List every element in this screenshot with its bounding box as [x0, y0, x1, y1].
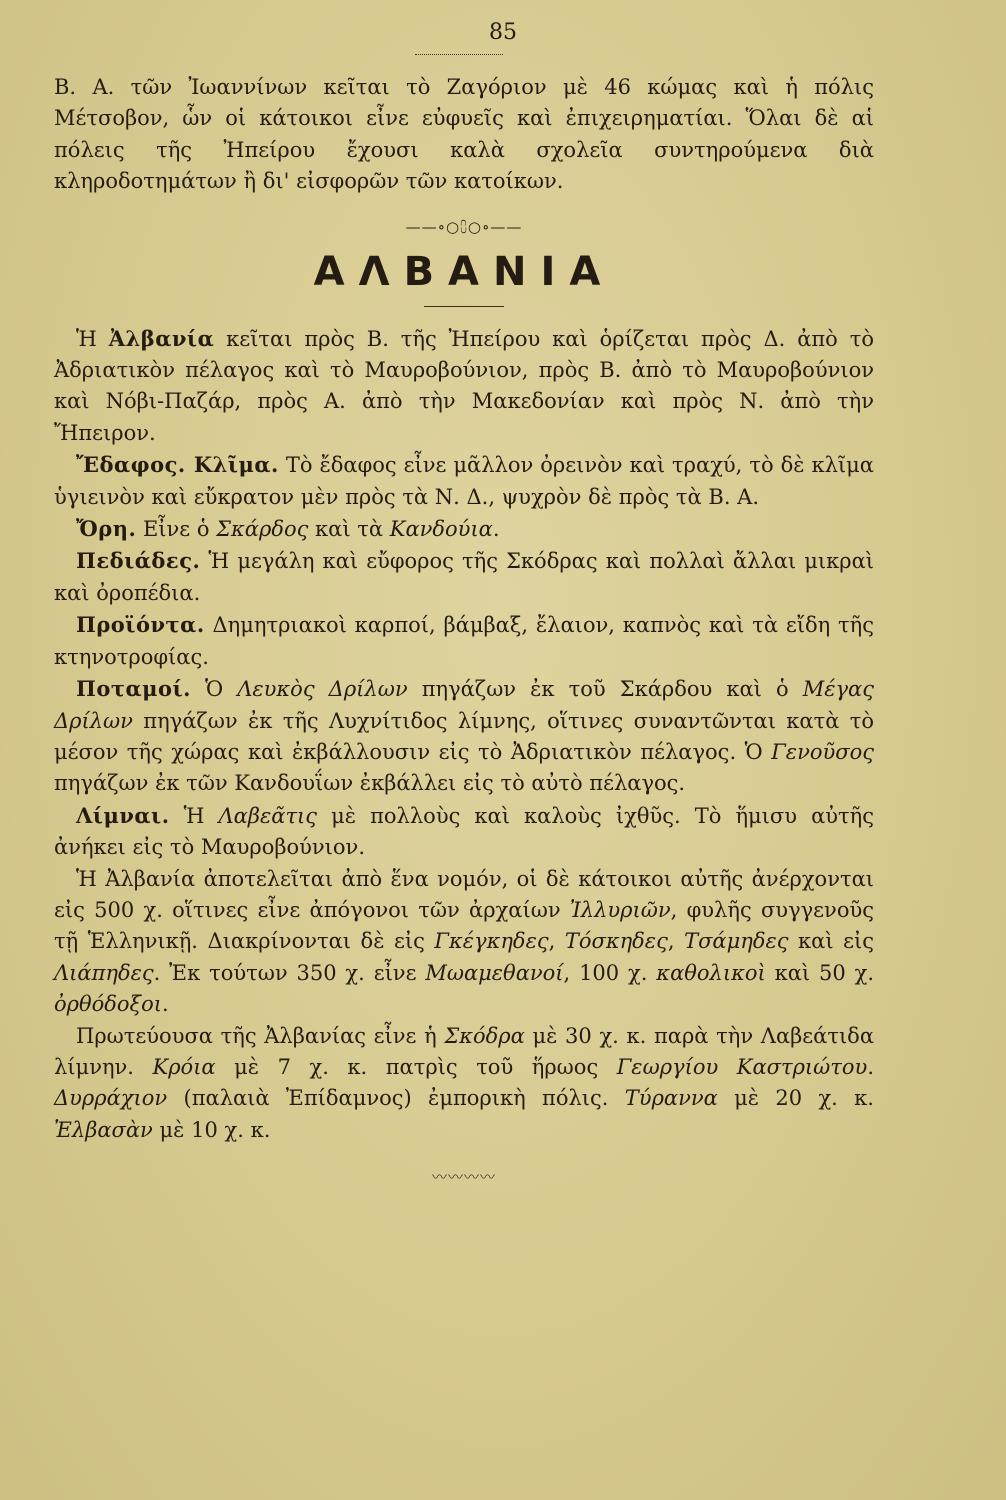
lead-products: Προϊόντα.: [76, 612, 205, 638]
paragraph-mountains: Ὄρη. Εἶνε ὁ Σκάρδος καὶ τὰ Κανδούια.: [76, 516, 500, 542]
paragraph-rivers: Ποταμοί. Ὁ Λευκὸς Δρίλων πηγάζων ἐκ τοῦ Σκάρδου καὶ ὁ Μέγας Δρίλων πηγάζων ἐκ τῆς Λυχνίτιδος λίμνης, οἵτινες συναντῶνται κατὰ τὸ μέσον τῆς χώρας καὶ ἐκβάλλουσιν εἰς τὸ Ἀδριατικὸν πέλαγος. Ὁ Γενοῦσος πηγάζων ἐκ τῶν Κανδουΐων ἐκβάλλει εἰς τὸ αὐτὸ πέλαγος.: [54, 676, 874, 796]
paragraph-products: Προϊόντα. Δημητριακοὶ καρποί, βάμβαξ, ἔλαιον, καπνὸς καὶ τὰ εἴδη τῆς κτηνοτροφίας.: [54, 612, 874, 669]
lead-mountains: Ὄρη.: [76, 516, 137, 542]
lead-rivers: Ποταμοί.: [76, 676, 191, 702]
page-number: 85: [489, 20, 517, 45]
page-content: [54, 72, 874, 1194]
paragraph-lakes: Λίμναι. Ἡ Λαβεᾶτις μὲ πολλοὺς καὶ καλοὺς ἰχθῦς. Τὸ ἥμισυ αὐτῆς ἀνήκει εἰς τὸ Μαυροβούνιον.: [54, 802, 874, 860]
lead-plains: Πεδιάδες.: [76, 548, 201, 574]
section-ornament: ——∘○⩇○∘——: [405, 217, 523, 236]
lead-lakes: Λίμναι.: [76, 802, 170, 828]
paragraph-plains: Πεδιάδες. Ἡ μεγάλη καὶ εὔφορος τῆς Σκόδρας καὶ πολλαὶ ἄλλαι μικραὶ καὶ ὀροπέδια.: [54, 548, 874, 605]
paragraph-cities: Πρωτεύουσα τῆς Ἀλβανίας εἶνε ἡ Σκόδρα μὲ 30 χ. κ. παρὰ τὴν Λαβεάτιδα λίμνην. Κρόια μὲ 7 χ. κ. πατρὶς τοῦ ἥρωος Γεωργίου Καστριώτου. Δυρράχιον (παλαιὰ Ἐπίδαμνος) ἐμπορικὴ πόλις. Τύραννα μὲ 20 χ. κ. Ἐλβασὰν μὲ 10 χ. κ.: [54, 1023, 875, 1142]
paragraph-borders: Ἡ Ἀλβανία κεῖται πρὸς Β. τῆς Ἠπείρου καὶ ὁρίζεται πρὸς Δ. ἀπὸ τὸ Ἀδριατικὸν πέλαγος καὶ τὸ Μαυροβούνιον, πρὸς Β. ἀπὸ τὸ Μαυροβούνιον καὶ Νόβι-Παζάρ, πρὸς Α. ἀπὸ τὴν Μακεδονίαν καὶ πρὸς Ν. ἀπὸ τὴν Ἤπειρον.: [54, 325, 874, 445]
page-number-rule: [415, 54, 503, 55]
paragraph-population: Ἡ Ἀλβανία ἀποτελεῖται ἀπὸ ἕνα νομόν, οἱ δὲ κάτοικοι αὐτῆς ἀνέρχονται εἰς 500 χ. οἵτινες εἶνε ἀπόγονοι τῶν ἀρχαίων Ἰλλυριῶν, φυλῆς συγγενοῦς τῇ Ἑλληνικῇ. Διακρίνονται δὲ εἰς Γκέγκηδες, Τόσκηδες, Τσάμηδες καὶ εἰς Λιάπηδες. Ἐκ τούτων 350 χ. εἶνε Μωαμεθανοί, 100 χ. καθολικοὶ καὶ 50 χ. ὀρθόδοξοι.: [54, 866, 874, 1017]
end-ornament: 〰〰〰〰: [431, 1168, 496, 1187]
lead-albania: Ἀλβανία: [108, 325, 215, 351]
title-rule: [424, 306, 504, 307]
lead-terrain: Ἔδαφος. Κλῖμα.: [76, 452, 279, 478]
section-title: ΑΛΒΑΝΙΑ: [313, 248, 615, 295]
paragraph-terrain-climate: Ἔδαφος. Κλῖμα. Τὸ ἔδαφος εἶνε μᾶλλον ὀρεινὸν καὶ τραχύ, τὸ δὲ κλῖμα ὑγιεινὸν καὶ εὔκρατον μὲν πρὸς τὰ Ν. Δ., ψυχρὸν δὲ πρὸς τὰ Β. Α.: [54, 452, 874, 509]
intro-paragraph: Β. Α. τῶν Ἰωαννίνων κεῖται τὸ Ζαγόριον μὲ 46 κώμας καὶ ἡ πόλις Μέτσοβον, ὧν οἱ κάτοικοι εἶνε εὐφυεῖς καὶ ἐπιχειρηματίαι. Ὅλαι δὲ αἱ πόλεις τῆς Ἠπείρου ἔχουσι καλὰ σχολεῖα συντηρούμενα διὰ κληροδοτημάτων ἢ δι' εἰσφορῶν τῶν κατοίκων.: [54, 75, 874, 194]
